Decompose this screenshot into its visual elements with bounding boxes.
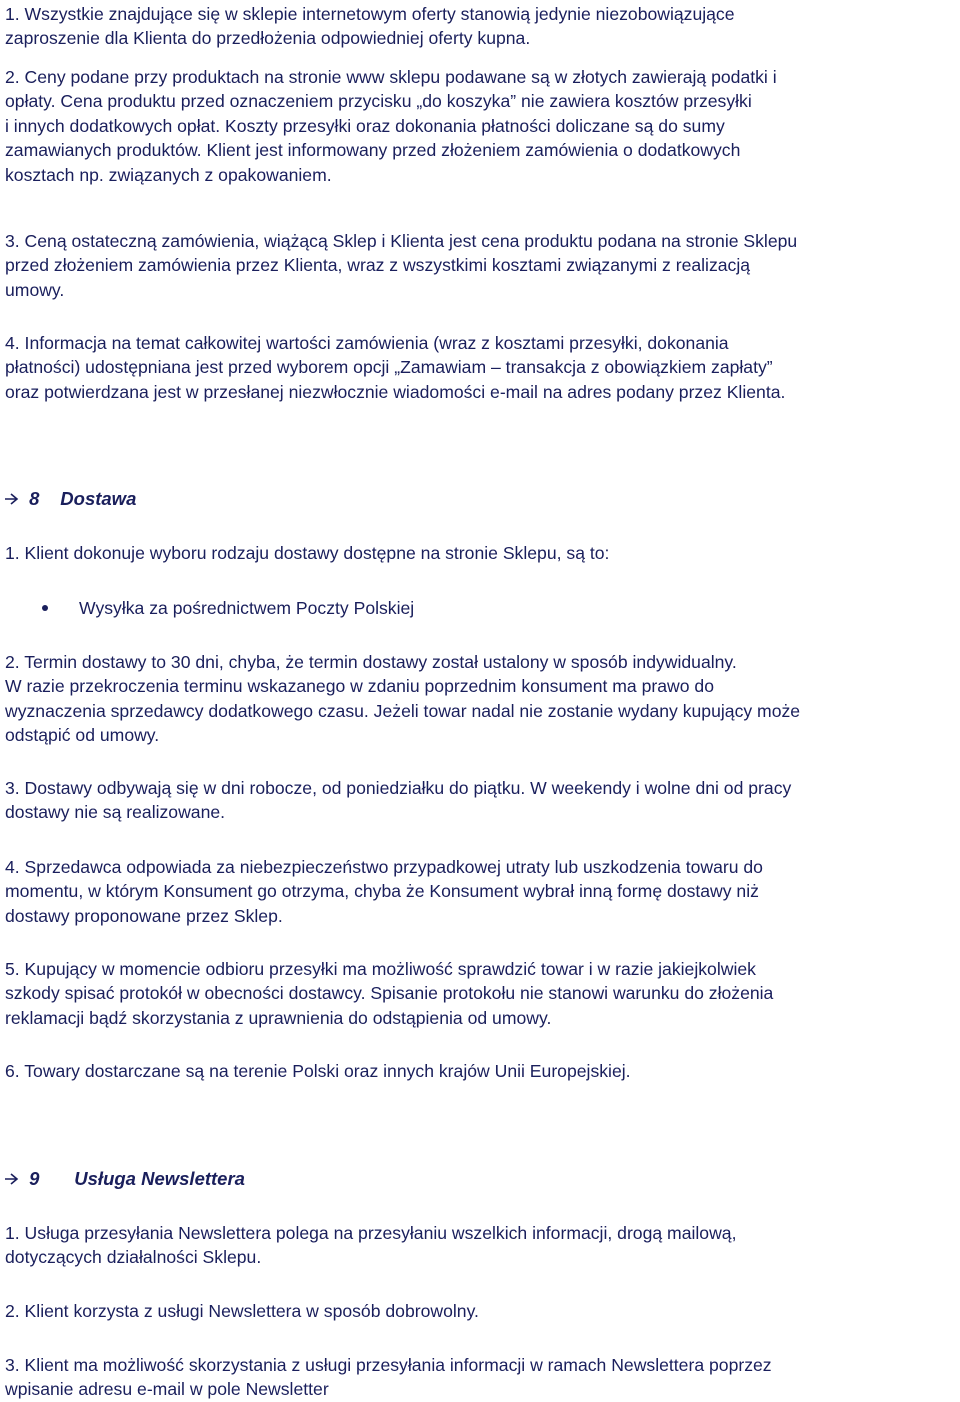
section-8-paragraph-5 [5, 957, 773, 1030]
paragraph-line: odstąpić od umowy. [5, 725, 160, 746]
paragraph-line: szkody spisać protokół w obecności dostawcy. Spisanie protokołu nie stanowi warunku do złożenia [5, 983, 774, 1004]
section-8-paragraph-3 [5, 776, 791, 825]
section-title: Usługa Newslettera [74, 1168, 245, 1189]
paragraph-line: 3. Klient ma możliwość skorzystania z usługi przesyłania informacji w ramach Newslettera poprzez [5, 1355, 772, 1375]
section-9-paragraph-1 [5, 1221, 736, 1270]
paragraph-line: i innych dodatkowych opłat. Koszty przesyłki oraz dokonania płatności doliczane są do sumy [5, 115, 725, 136]
paragraph-line: wyznaczenia sprzedawcy dodatkowego czasu. Jeżeli towar nadal nie zostanie wydany kupujący może [5, 700, 801, 721]
section-8-paragraph-4 [5, 855, 763, 928]
paragraph-line: kosztach np. związanych z opakowaniem. [5, 164, 332, 185]
paragraph-line: 2. Klient korzysta z usługi Newslettera w sposób dobrowolny. [5, 1301, 479, 1321]
paragraph-line: 1. Klient dokonuje wyboru rodzaju dostawy dostępne na stronie Sklepu, są to: [5, 543, 610, 563]
section-8-intro [5, 541, 609, 565]
paragraph-line: 4. Sprzedawca odpowiada za niebezpieczeństwo przypadkowej utraty lub uszkodzenia towaru do [5, 857, 763, 877]
section-9-paragraph-3 [5, 1353, 772, 1402]
paragraph-line: 4. Informacja na temat całkowitej wartości zamówienia (wraz z kosztami przesyłki, dokonania [5, 333, 729, 353]
paragraph-line: dostawy nie są realizowane. [5, 802, 226, 823]
section-heading-8 [5, 487, 136, 511]
paragraph-line: 3. Ceną ostateczną zamówienia, wiążącą Sklep i Klienta jest cena produktu podana na stronie Sklepu [5, 231, 798, 251]
section-8-paragraph-2 [5, 650, 800, 748]
paragraph-line: dostawy proponowane przez Sklep. [5, 905, 283, 926]
paragraph-line: reklamacji bądź skorzystania z uprawnienia do odstąpienia od umowy. [5, 1007, 552, 1028]
paragraph-line: umowy. [5, 279, 65, 300]
paragraph-line: 1. Usługa przesyłania Newslettera polega na przesyłaniu wszelkich informacji, drogą mailową, [5, 1223, 737, 1243]
paragraph-line: momentu, w którym Konsument go otrzyma, chyba że Konsument wybrał inną formę dostawy niż [5, 881, 759, 902]
paragraph-line: W razie przekroczenia terminu wskazanego w zdaniu poprzednim konsument ma prawo do [5, 676, 714, 697]
paragraph-line: opłaty. Cena produktu przed oznaczeniem przycisku „do koszyka” nie zawiera kosztów przesyłki [5, 91, 752, 112]
paragraph-line: wpisanie adresu e-mail w pole Newsletter [5, 1379, 329, 1400]
list-item-text: Wysyłka za pośrednictwem Poczty Polskiej [79, 598, 415, 618]
paragraph-line: zaproszenie dla Klienta do przedłożenia odpowiedniej oferty kupna. [5, 28, 531, 49]
paragraph-2 [5, 65, 777, 187]
paragraph-line: 2. Termin dostawy to 30 dni, chyba, że termin dostawy został ustalony w sposób indywidualny. [5, 652, 737, 672]
section-number: 8 [29, 488, 40, 509]
paragraph-line: 3. Dostawy odbywają się w dni robocze, od poniedziałku do piątku. W weekendy i wolne dni od pracy [5, 778, 792, 798]
section-8-paragraph-6 [5, 1059, 631, 1083]
section-9-paragraph-2 [5, 1299, 479, 1323]
arrow-bullet-icon [5, 1172, 19, 1186]
section-number: 9 [29, 1168, 40, 1189]
paragraph-line: płatności) udostępniana jest przed wyborem opcji „Zamawiam – transakcja z obowiązkiem zapłaty” [5, 357, 773, 378]
paragraph-1 [5, 2, 735, 51]
paragraph-line: 1. Wszystkie znajdujące się w sklepie internetowym oferty stanowią jedynie niezobowiązujące [5, 4, 735, 24]
paragraph-line: dotyczących działalności Sklepu. [5, 1247, 262, 1268]
section-heading-9 [5, 1167, 245, 1191]
paragraph-line: 6. Towary dostarczane są na terenie Polski oraz innych krajów Unii Europejskiej. [5, 1061, 631, 1081]
paragraph-line: zamawianych produktów. Klient jest informowany przed złożeniem zamówienia o dodatkowych [5, 140, 741, 161]
paragraph-4 [5, 331, 785, 404]
section-title: Dostawa [60, 488, 137, 509]
paragraph-line: oraz potwierdzana jest w przesłanej niezwłocznie wiadomości e-mail na adres podany przez Klienta. [5, 381, 786, 402]
bullet-dot-icon [42, 605, 48, 611]
paragraph-line: 2. Ceny podane przy produktach na stronie www sklepu podawane są w złotych zawierają podatki i [5, 67, 777, 87]
arrow-bullet-icon [5, 492, 19, 506]
paragraph-line: 5. Kupujący w momencie odbioru przesyłki ma możliwość sprawdzić towar i w razie jakiejkolwiek [5, 959, 756, 979]
paragraph-3 [5, 229, 797, 302]
paragraph-line: przed złożeniem zamówienia przez Klienta, wraz z wszystkimi kosztami związanymi z realizacją [5, 255, 751, 276]
